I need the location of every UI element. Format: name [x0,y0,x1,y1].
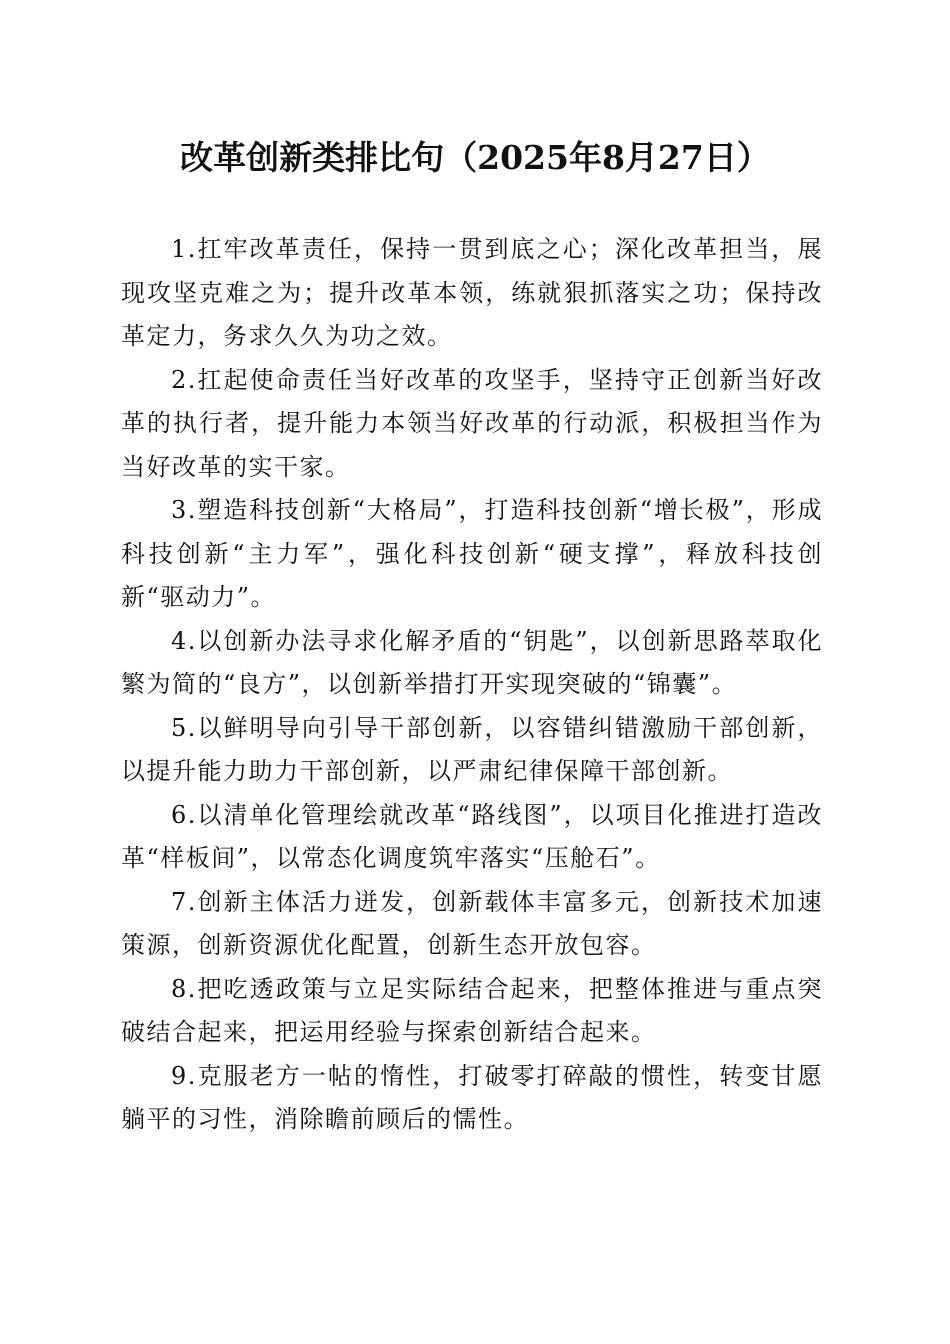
paragraph-7: 7.创新主体活力迸发，创新载体丰富多元，创新技术加速策源，创新资源优化配置，创新生态开放包容。 [121,887,823,959]
paragraph-4: 4.以创新办法寻求化解矛盾的“钥匙”，以创新思路萃取化繁为简的“良方”，以创新举措打开实现突破的“锦囊”。 [121,626,823,698]
document-body [121,228,823,1142]
paragraph-9: 9.克服老方一帖的惰性，打破零打碎敲的惯性，转变甘愿躺平的习性，消除瞻前顾后的懦性。 [121,1061,823,1133]
paragraph-2: 2.扛起使命责任当好改革的攻坚手，坚持守正创新当好改革的执行者，提升能力本领当好改革的行动派，积极担当作为当好改革的实干家。 [121,365,823,481]
document-title: 改革创新类排比句（2025年8月27日） [180,138,770,177]
paragraph-8: 8.把吃透政策与立足实际结合起来，把整体推进与重点突破结合起来，把运用经验与探索创新结合起来。 [121,974,823,1046]
paragraph-5: 5.以鲜明导向引导干部创新，以容错纠错激励干部创新，以提升能力助力干部创新，以严肃纪律保障干部创新。 [121,713,823,785]
paragraph-3: 3.塑造科技创新“大格局”，打造科技创新“增长极”，形成科技创新“主力军”，强化科技创新“硬支撑”，释放科技创新“驱动力”。 [121,496,823,611]
paragraph-1: 1.扛牢改革责任，保持一贯到底之心；深化改革担当，展现攻坚克难之为；提升改革本领，练就狠抓落实之功；保持改革定力，务求久久为功之效。 [121,235,823,350]
paragraph-6: 6.以清单化管理绘就改革“路线图”，以项目化推进打造改革“样板间”，以常态化调度筑牢落实“压舱石”。 [121,800,823,872]
